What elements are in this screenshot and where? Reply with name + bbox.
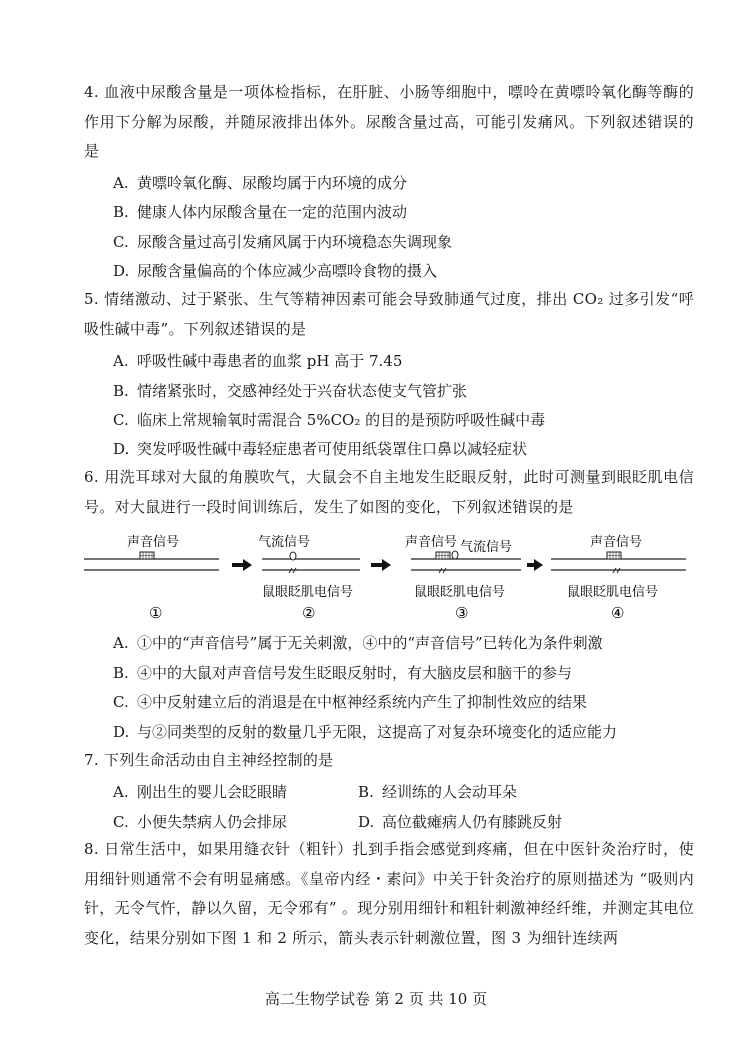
q7-option-a: A. 刚出生的婴儿会眨眼睛 [113, 783, 288, 801]
svg-text:声音信号: 声音信号 [590, 535, 643, 550]
q7-option-d: D. 高位截瘫病人仍有膝跳反射 [358, 813, 563, 831]
panel-num-4: ④ [611, 604, 625, 622]
q6-option-a: A. ①中的“声音信号”属于无关刺激，④中的“声音信号”已转化为条件刺激 [113, 634, 603, 652]
svg-text:声音信号: 声音信号 [405, 535, 458, 550]
q4-stem: 4. 血液中尿酸含量是一项体检指标，在肝脏、小肠等细胞中，嘌呤在黄嘌呤氧化酶等酶的作用下分解为尿酸，并随尿液排出体外。尿酸含量过高，可能引发痛风。下列叙述错误的是 [84, 83, 694, 160]
q4-option-c: C. 尿酸含量过高引发痛风属于内环境稳态失调现象 [113, 233, 453, 251]
svg-text:气流信号: 气流信号 [460, 540, 513, 555]
panel-2 [258, 534, 360, 622]
q6-figure [0, 528, 752, 628]
q7-option-b: B. 经训练的人会动耳朵 [358, 783, 518, 801]
q6-stem: 6. 用洗耳球对大鼠的角膜吹气，大鼠会不自主地发生眨眼反射，此时可测量到眼眨肌电信号。对大鼠进行一段时间训练后，发生了如图的变化，下列叙述错误的是 [84, 468, 694, 516]
q7-option-c: C. 小便失禁病人仍会排尿 [113, 813, 288, 831]
airflow-signal-icon [290, 552, 296, 560]
svg-text:鼠眼眨肌电信号: 鼠眼眨肌电信号 [414, 585, 506, 600]
q6-option-b: B. ④中的大鼠对声音信号发生眨眼反射时，有大脑皮层和脑干的参与 [113, 664, 573, 682]
page-footer: 高二生物学试卷 第 2 页 共 10 页 [264, 990, 488, 1008]
q4-option-b: B. 健康人体内尿酸含量在一定的范围内波动 [113, 203, 408, 221]
panel-num-3: ③ [455, 604, 469, 622]
q6-option-c: C. ④中反射建立后的消退是在中枢神经系统内产生了抑制性效应的结果 [113, 693, 588, 711]
q5-stem: 5. 情绪激动、过于紧张、生气等精神因素可能会导致肺通气过度，排出 CO₂ 过多引发“呼吸性碱中毒”。下列叙述错误的是 [84, 290, 694, 338]
emg-signal-label: 鼠眼眨肌电信号 [262, 585, 354, 600]
q5-option-b: B. 情绪紧张时，交感神经处于兴奋状态使支气管扩张 [113, 382, 468, 400]
q6-option-d: D. 与②同类型的反射的数量几乎无限，这提高了对复杂环境变化的适应能力 [113, 723, 618, 741]
q7-stem: 7. 下列生命活动由自主神经控制的是 [84, 751, 334, 769]
q5-option-d: D. 突发呼吸性碱中毒轻症患者可使用纸袋罩住口鼻以减轻症状 [113, 440, 528, 458]
q5-option-c: C. 临床上常规输氧时需混合 5%CO₂ 的目的是预防呼吸性碱中毒 [113, 411, 546, 429]
panel-3 [405, 534, 521, 622]
sound-signal-label: 声音信号 [127, 535, 180, 550]
panel-num-2: ② [302, 604, 316, 622]
panel-num-1: ① [149, 604, 163, 622]
q4-option-d: D. 尿酸含量偏高的个体应减少高嘌呤食物的摄入 [113, 262, 438, 280]
airflow-signal-label: 气流信号 [258, 535, 311, 550]
q8-stem: 8. 日常生活中，如果用缝衣针（粗针）扎到手指会感觉到疼痛，但在中医针灸治疗时，使用细针则通常不会有明显痛感。《皇帝内经・素问》中关于针灸治疗的原则描述为 “吸则内针，无令气忤，静以久留，无令邪有” 。现分别用细针和粗针刺激神经纤维，并测定其电位变化，结果分别如下图 1 和 2 所示，箭头表示针刺激位置，图 3 为细针连续两 [84, 840, 694, 947]
q4-option-a: A. 黄嘌呤氧化酶、尿酸均属于内环境的成分 [113, 174, 408, 192]
panel-1 [84, 534, 219, 622]
q5-option-a: A. 呼吸性碱中毒患者的血浆 pH 高于 7.45 [113, 352, 403, 370]
svg-text:鼠眼眨肌电信号: 鼠眼眨肌电信号 [567, 585, 659, 600]
panel-4 [551, 534, 686, 622]
